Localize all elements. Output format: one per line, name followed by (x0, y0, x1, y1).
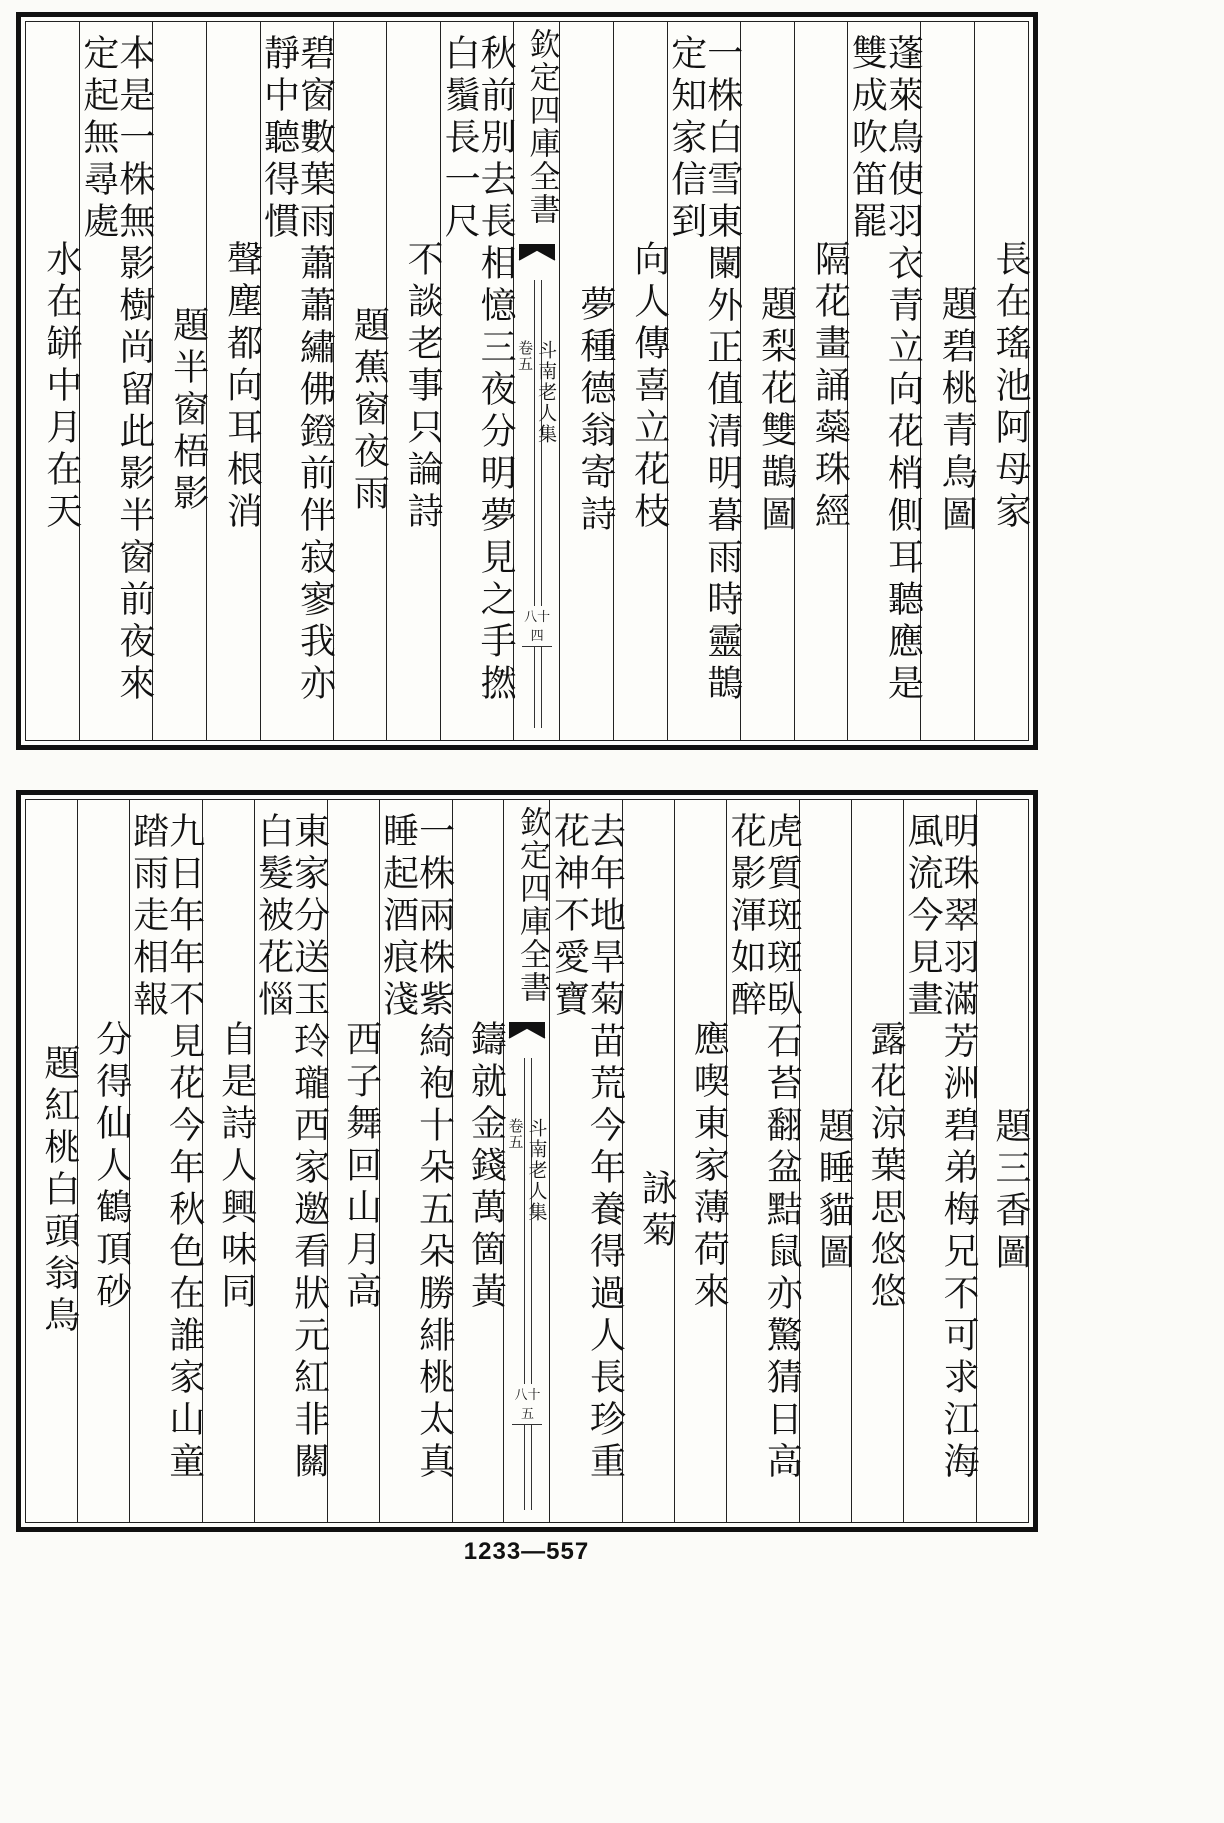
column-text: 虎質斑斑臥石苔翻盆黠鼠亦驚猜日高花影渾如醉 (725, 812, 803, 1484)
volume-label: 卷五 (516, 340, 535, 372)
text-column (206, 22, 263, 740)
column-text: 應喫東家薄荷來 (688, 1020, 730, 1314)
top-page-frame (16, 12, 1038, 750)
poem-title: 題碧桃青鳥圖 (936, 285, 978, 537)
column-text: 一株兩株紫綺袍十朵五朵勝緋桃太真睡起酒痕淺 (377, 812, 455, 1484)
text-column (851, 800, 907, 1522)
poem-title-column (740, 22, 797, 740)
fish-tail-mark-icon (509, 1018, 545, 1054)
text-column (439, 22, 517, 740)
bottom-page-inner-border (25, 799, 1029, 1523)
poem-title-column (26, 800, 80, 1522)
column-text: 不談老事只論詩 (402, 240, 444, 534)
column-text: 自是詩人興味同 (215, 1020, 257, 1314)
text-column (252, 800, 330, 1522)
text-column (77, 800, 132, 1522)
column-text: 露花涼葉思悠悠 (865, 1020, 907, 1314)
poem-title: 題紅桃白頭翁鳥 (38, 1044, 80, 1338)
column-text: 隔花畫誦蘂珠經 (809, 240, 851, 534)
poem-title: 夢種德翁寄詩 (574, 285, 616, 537)
text-column (258, 22, 336, 740)
column-text: 東家分送玉玲瓏西家邀看狀元紅非關白髮被花惱 (252, 812, 330, 1484)
poem-title: 題半窗梧影 (167, 306, 209, 516)
poem-title-column (559, 22, 616, 740)
text-column (548, 800, 626, 1522)
series-title: 欽定四庫全書 (523, 28, 560, 226)
text-column (794, 22, 851, 740)
column-text: 長在瑤池阿母家 (990, 240, 1031, 534)
column-text: 分得仙人鶴頂砂 (90, 1020, 132, 1314)
text-column (26, 22, 82, 740)
text-column (377, 800, 455, 1522)
column-text: 聲塵都向耳根消 (221, 240, 263, 534)
column-text: 明珠翠羽滿芳洲碧弟梅兄不可求江海風流今見畫 (902, 812, 980, 1484)
column-text: 西子舞回山月高 (340, 1020, 382, 1314)
column-text: 秋前別去長相憶三夜分明夢見之手撚白鬚長一尺 (439, 34, 517, 706)
text-column (386, 22, 444, 740)
column-text: 九日年年不見花今年秋色在誰家山童踏雨走相報 (127, 812, 205, 1484)
column-text: 鑄就金錢萬箇黃 (465, 1020, 507, 1314)
column-text: 本是一株無影樹尚留此影半窗前夜來定起無尋處 (77, 34, 155, 706)
text-column (846, 22, 924, 740)
column-text: 去年地旱菊苗荒今年養得過人長珍重花神不愛寶 (548, 812, 626, 1484)
poem-title-column (152, 22, 209, 740)
text-column (613, 22, 670, 740)
top-page-inner-border (25, 21, 1029, 741)
poem-title-column (333, 22, 390, 740)
page-number: 1233—557 (463, 1538, 590, 1565)
bottom-page-frame (16, 790, 1038, 1532)
volume-label: 卷五 (506, 1118, 525, 1150)
column-text: 水在缾中月在天 (40, 240, 82, 534)
column-text: 蓬萊鳥使羽衣青立向花梢側耳聽應是雙成吹笛罷 (846, 34, 924, 706)
center-gutter (503, 800, 549, 1522)
text-column (725, 800, 803, 1522)
poem-title-column (799, 800, 855, 1522)
text-column (902, 800, 980, 1522)
book-title: 斗南老人集 (525, 1118, 548, 1223)
series-title: 欽定四庫全書 (513, 806, 550, 1004)
bottom-page-columns (26, 800, 1031, 1522)
folio-number: 八十四 (522, 606, 552, 647)
text-column (665, 22, 743, 740)
book-title: 斗南老人集 (535, 340, 558, 445)
poem-title: 題梨花雙鵲圖 (755, 285, 797, 537)
column-text: 碧窗數葉雨蕭蕭繡佛鐙前伴寂寥我亦靜中聽得慣 (258, 34, 336, 706)
folio-number: 八十五 (512, 1384, 542, 1425)
top-page-columns (26, 22, 1031, 740)
center-gutter (513, 22, 559, 740)
column-text: 一株白雪東闌外正值清明暮雨時靈鵲定知家信到 (665, 34, 743, 706)
poem-title: 題蕉窗夜雨 (348, 306, 390, 516)
poem-title-column (976, 800, 1031, 1522)
text-column (327, 800, 382, 1522)
text-column (127, 800, 205, 1522)
poem-title: 題三香圖 (990, 1107, 1031, 1275)
text-column (974, 22, 1031, 740)
poem-title: 詠菊 (636, 1169, 678, 1253)
text-column (202, 800, 257, 1522)
text-column (674, 800, 730, 1522)
column-text: 向人傳喜立花枝 (628, 240, 670, 534)
poem-title-column (622, 800, 678, 1522)
poem-title: 題睡貓圖 (813, 1107, 855, 1275)
text-column (452, 800, 507, 1522)
poem-title-column (920, 22, 978, 740)
fish-tail-mark-icon (519, 240, 555, 276)
text-column (77, 22, 155, 740)
